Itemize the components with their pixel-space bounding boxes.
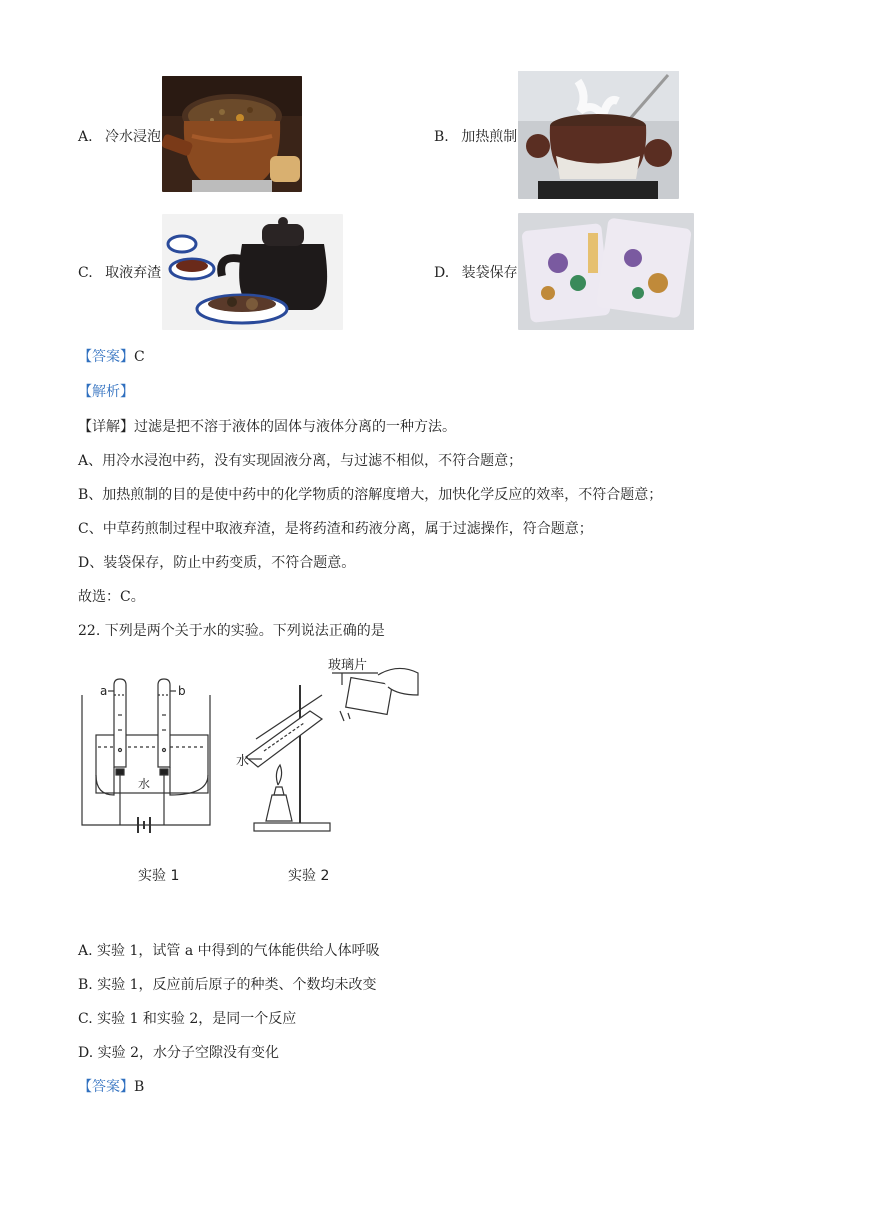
q21-analysis-tag: 【解析】	[78, 384, 134, 400]
caption-experiment-1: 实验 1	[138, 868, 180, 884]
option-text: 装袋保存	[461, 265, 518, 281]
label-glass: 玻璃片	[328, 658, 368, 673]
electrolysis-apparatus	[82, 679, 210, 833]
option-b	[434, 126, 517, 146]
label-water1: 水	[138, 777, 151, 791]
heating-apparatus	[246, 668, 418, 831]
q22-option-b: B. 实验 1，反应前后原子的种类、个数均未改变	[78, 977, 377, 993]
option-text: 冷水浸泡	[105, 129, 162, 145]
answer-value: C	[134, 349, 145, 365]
teapot-and-herb-dregs-photo	[162, 214, 343, 330]
q22-experiment-figure	[78, 655, 423, 895]
q22-answer	[78, 1076, 144, 1096]
caption-experiment-2: 实验 2	[288, 868, 330, 884]
option-text: 加热煎制	[461, 129, 518, 145]
analysis-conclusion: 故选：C。	[78, 589, 145, 605]
label-b: b	[178, 684, 186, 698]
option-c	[78, 262, 161, 282]
q22-stem: 22. 下列是两个关于水的实验。下列说法正确的是	[78, 623, 385, 639]
detail-tag: 【详解】	[78, 419, 134, 435]
option-text: 取液弃渣	[105, 265, 162, 281]
option-letter: D.	[434, 265, 450, 281]
q21-detail	[78, 416, 456, 436]
analysis-line-c: C、中草药煎制过程中取液弃渣，是将药渣和药液分离，属于过滤操作，符合题意；	[78, 521, 593, 537]
q22-option-a: A. 实验 1，试管 a 中得到的气体能供给人体呼吸	[78, 943, 380, 959]
q21-answer	[78, 346, 145, 366]
answer-tag: 【答案】	[78, 349, 134, 365]
label-a: a	[100, 684, 108, 698]
detail-text: 过滤是把不溶于液体的固体与液体分离的一种方法。	[134, 419, 456, 435]
label-water2: 水	[236, 754, 250, 769]
q22-option-d: D. 实验 2，水分子空隙没有变化	[78, 1045, 279, 1061]
option-letter: A.	[78, 129, 93, 145]
option-letter: B.	[434, 129, 449, 145]
option-a	[78, 126, 161, 146]
answer-tag: 【答案】	[78, 1079, 134, 1095]
steaming-herb-pot-photo	[518, 71, 679, 199]
herb-pot-soaking-photo	[162, 76, 302, 192]
bagged-medicine-photo	[518, 213, 694, 330]
q22-option-c: C. 实验 1 和实验 2，是同一个反应	[78, 1011, 297, 1027]
option-letter: C.	[78, 265, 93, 281]
analysis-line-a: A、用冷水浸泡中药，没有实现固液分离，与过滤不相似，不符合题意；	[78, 453, 523, 469]
analysis-line-b: B、加热煎制的目的是使中药中的化学物质的溶解度增大，加快化学反应的效率，不符合题意；	[78, 487, 663, 503]
analysis-line-d: D、装袋保存，防止中药变质，不符合题意。	[78, 555, 356, 571]
option-d	[434, 262, 518, 282]
answer-value: B	[134, 1079, 145, 1095]
